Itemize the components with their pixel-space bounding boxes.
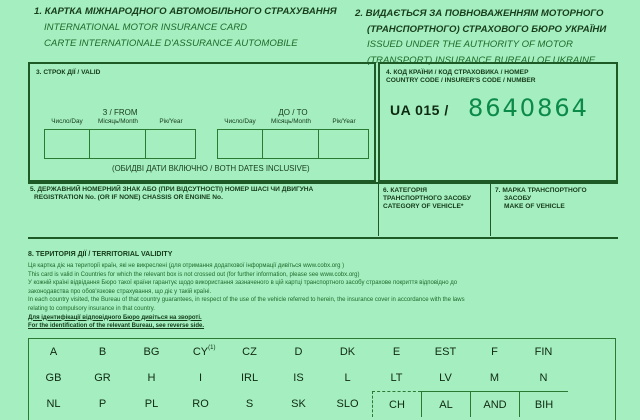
country-code: N (539, 372, 548, 384)
country-grid (28, 338, 616, 420)
country-box[interactable] (470, 339, 519, 365)
card-number-section (378, 62, 618, 182)
country-row-3 (29, 391, 615, 417)
country-box[interactable] (225, 365, 274, 391)
country-code: D (294, 346, 303, 358)
registration-section (28, 186, 378, 236)
registration-label-en: REGISTRATION No. (OR IF NONE) CHASSIS OR ENGINE No. (34, 194, 223, 201)
category-label-1: 6. КАТЕГОРІЯ (383, 187, 427, 194)
card-title-ua: 1. КАРТКА МІЖНАРОДНОГО АВТОМОБІЛЬНОГО СТРАХУВАННЯ (34, 6, 337, 17)
make-label-2: ЗАСОБУ (504, 195, 532, 202)
category-label-2: ТРАНСПОРТНОГО ЗАСОБУ (383, 195, 471, 202)
code-label-ua: 4. КОД КРАЇНИ / КОД СТРАХОВИКА / НОМЕР (386, 69, 529, 76)
country-box[interactable] (421, 339, 470, 365)
country-box[interactable] (372, 339, 421, 365)
registration-label-ua: 5. ДЕРЖАВНИЙ НОМЕРНИЙ ЗНАК АБО (ПРИ ВІДСУТНОСТІ) НОМЕР ШАСІ ЧИ ДВИГУНА (30, 186, 314, 193)
to-col-labels (217, 118, 369, 125)
to-title: ДО / TO (278, 108, 308, 117)
country-code: CY (192, 346, 209, 358)
issuer-title-line1: 2. ВИДАЄТЬСЯ ЗА ПОВНОВАЖЕННЯМ МОТОРНОГО (355, 8, 604, 19)
reverse-side-note-en: For the identification of the relevant Bureau, see reverse side. (28, 323, 205, 330)
territory-line: У кожній країні відвідання Бюро такої країни гарантує щодо використання зазначеного в цій картці транспортного засобу страхове покриття відповідно до (28, 280, 458, 287)
card-number: 8640864 (468, 94, 589, 122)
to-date-group (217, 108, 369, 159)
to-day-field[interactable] (218, 130, 263, 158)
country-box[interactable] (470, 391, 519, 417)
to-date-cells (217, 129, 369, 159)
from-month-field[interactable] (90, 130, 145, 158)
country-code: M (489, 372, 500, 384)
country-box[interactable] (372, 365, 421, 391)
category-label-3: CATEGORY OF VEHICLE* (383, 203, 464, 210)
card-title-fr: CARTE INTERNATIONALE D'ASSURANCE AUTOMOBILE (44, 38, 298, 49)
country-code: B (98, 346, 107, 358)
territory-line: законодавства про обов'язкове страхування, що діє у такій країні. (28, 288, 212, 295)
to-day-label: Число/Day (224, 118, 256, 125)
country-row-2 (29, 365, 615, 391)
from-day-label: Число/Day (51, 118, 83, 125)
territory-label: 8. ТЕРИТОРІЯ ДІЇ / TERRITORIAL VALIDITY (28, 251, 173, 258)
issuer-en-line1: ISSUED UNDER THE AUTHORITY OF MOTOR (367, 39, 573, 50)
territory-text (28, 262, 628, 331)
country-box[interactable] (421, 391, 470, 417)
country-box[interactable] (323, 391, 372, 417)
category-field[interactable] (383, 211, 488, 229)
from-date-cells (44, 129, 196, 159)
country-code: P (98, 398, 107, 410)
divider (378, 184, 379, 236)
territory-line: In each country visited, the Bureau of that country guarantees, in respect of the use of the vehicle referred to herein, the insurance cover in accordance with the laws (28, 297, 465, 304)
issuer-title-ua (355, 6, 606, 38)
divider (490, 184, 491, 236)
from-title: З / FROM (102, 108, 138, 117)
country-box[interactable] (176, 391, 225, 417)
country-box[interactable] (519, 391, 568, 417)
from-col-labels (44, 118, 196, 125)
country-box[interactable] (127, 391, 176, 417)
country-code: SLO (336, 398, 359, 410)
country-box[interactable] (225, 391, 274, 417)
country-code: PL (144, 398, 159, 410)
country-box[interactable] (323, 339, 372, 365)
from-month-label: Місяць/Month (98, 118, 138, 125)
divider (28, 237, 618, 239)
country-code: FIN (534, 346, 553, 358)
country-box[interactable] (29, 365, 78, 391)
country-box[interactable] (29, 391, 78, 417)
country-code: NL (46, 398, 61, 410)
country-row-1 (29, 339, 615, 365)
country-code: F (491, 346, 498, 358)
country-code: E (392, 346, 401, 358)
country-code: IRL (240, 372, 259, 384)
card-title-en: INTERNATIONAL MOTOR INSURANCE CARD (44, 22, 248, 33)
territory-line: Ця картка діє на території країн, які не викреслені (для отримання додаткової інформації дивіться www.cobx.org ) (28, 263, 345, 269)
country-box[interactable] (127, 365, 176, 391)
from-year-field[interactable] (146, 130, 195, 158)
country-box[interactable] (176, 365, 225, 391)
country-code: EST (434, 346, 457, 358)
country-code: RO (192, 398, 209, 410)
country-box[interactable] (225, 339, 274, 365)
country-code: AND (483, 399, 507, 411)
to-year-field[interactable] (319, 130, 368, 158)
country-box[interactable] (470, 365, 519, 391)
divider (28, 182, 618, 184)
territory-line: relating to compulsory insurance in that country. (28, 305, 155, 312)
country-code: CZ (242, 346, 257, 358)
country-box[interactable] (78, 391, 127, 417)
issuer-en-line2: (TRANSPORT) INSURANCE BUREAU OF UKRAINE (367, 55, 596, 66)
dates-inclusive-note: (ОБИДВІ ДАТИ ВКЛЮЧНО / BOTH DATES INCLUSIVE) (112, 164, 310, 173)
country-box[interactable] (176, 339, 225, 365)
country-code: SK (291, 398, 306, 410)
country-box[interactable] (78, 365, 127, 391)
issuer-title-line2: (ТРАНСПОРТНОГО) СТРАХОВОГО БЮРО УКРАЇНИ (367, 24, 607, 35)
country-box[interactable] (519, 339, 568, 365)
country-code: AL (439, 399, 453, 411)
country-code: DK (339, 346, 356, 358)
territory-line: This card is valid in Countries for which the relevant box is not crossed out (for further information, please see www.cobx.org) (28, 271, 360, 278)
code-label-en: COUNTRY CODE / INSURER'S CODE / NUMBER (386, 77, 536, 84)
valid-section (28, 62, 376, 182)
country-code: LV (439, 372, 452, 384)
registration-field[interactable] (28, 202, 378, 232)
make-section (495, 187, 620, 235)
to-month-field[interactable] (263, 130, 318, 158)
from-date-group (44, 108, 196, 159)
make-field[interactable] (495, 211, 620, 229)
make-label-3: MAKE OF VEHICLE (504, 203, 565, 210)
reverse-side-note-ua: Для ідентифікації відповідного Бюро дивіться на звороті. (28, 314, 202, 321)
country-code: LT (390, 372, 403, 384)
country-code: I (198, 372, 203, 384)
country-box[interactable] (29, 339, 78, 365)
footnote-marker: (1) (208, 345, 216, 351)
from-year-label: Рік/Year (159, 118, 183, 125)
country-code: BG (143, 346, 160, 358)
country-box[interactable] (372, 391, 421, 417)
country-box[interactable] (78, 339, 127, 365)
country-box[interactable] (519, 365, 568, 391)
country-code: H (147, 372, 156, 384)
make-label-1: 7. МАРКА ТРАНСПОРТНОГО (495, 187, 587, 194)
country-box[interactable] (274, 365, 323, 391)
to-year-label: Рік/Year (332, 118, 356, 125)
country-box[interactable] (421, 365, 470, 391)
country-code: CH (389, 399, 405, 411)
country-box[interactable] (274, 339, 323, 365)
valid-label: 3. СТРОК ДІЇ / VALID (36, 69, 101, 76)
country-box[interactable] (127, 339, 176, 365)
country-code: BIH (534, 399, 554, 411)
country-code: L (344, 372, 351, 384)
from-day-field[interactable] (45, 130, 90, 158)
country-code: IS (293, 372, 304, 384)
country-code: GR (94, 372, 111, 384)
country-box[interactable] (274, 391, 323, 417)
country-box[interactable] (323, 365, 372, 391)
to-month-label: Місяць/Month (271, 118, 311, 125)
country-code: S (245, 398, 254, 410)
country-code: GB (45, 372, 62, 384)
country-code: A (49, 346, 58, 358)
category-section (383, 187, 488, 235)
country-insurer-code: UA 015 / (390, 102, 449, 118)
